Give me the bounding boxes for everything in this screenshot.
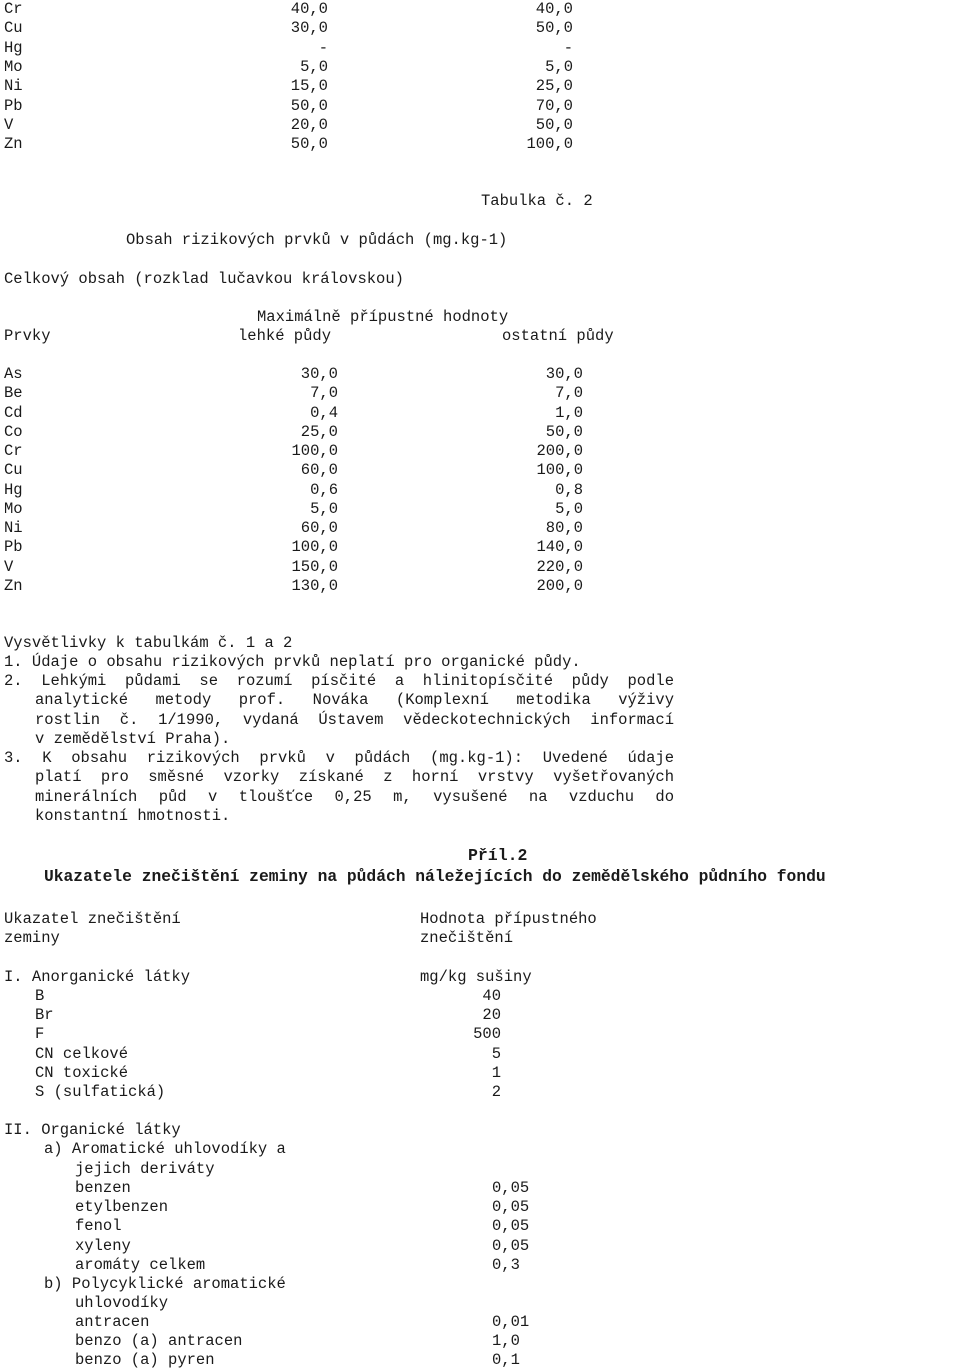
section-inorganic: I. Anorganické látky	[4, 968, 191, 986]
indicator-value: 0,1	[492, 1351, 520, 1370]
table-cell-value-other: 70,0	[535, 96, 573, 115]
table2-label: Tabulka č. 2	[481, 192, 593, 210]
table-cell-element: V	[4, 115, 14, 134]
table-cell-value-light: 50,0	[290, 135, 328, 154]
table-cell-value-light: 7,0	[310, 384, 338, 403]
note-1: 1. Údaje o obsahu rizikových prvků neplatí pro organické půdy.	[4, 653, 581, 671]
table-cell-value-other: 80,0	[545, 519, 583, 537]
table-cell-value-light: 0,6	[310, 480, 338, 499]
indicator-value: 40	[482, 987, 501, 1005]
table-cell-value-other: 220,0	[536, 557, 583, 576]
table-cell-element: Mo	[4, 499, 23, 518]
annex-col2-line1: Hodnota přípustného	[420, 910, 597, 928]
note-3-line-3: minerálních půd v tloušťce 0,25 m, vysušené na vzduchu do	[35, 788, 674, 806]
table-cell-element: V	[4, 557, 14, 576]
table-cell-value-other: 50,0	[535, 115, 573, 134]
table-cell-value-other: 140,0	[536, 538, 583, 557]
table-cell-element: Hg	[4, 480, 23, 499]
table-cell-element: Zn	[4, 135, 23, 154]
note-2-line-3: rostlin č. 1/1990, vydaná Ústavem vědeckotechnických informací	[35, 711, 674, 729]
indicator-value: 0,05	[492, 1217, 530, 1236]
annex-col1-line1: Ukazatel znečištění	[4, 910, 181, 928]
table-cell-value-light: 100,0	[291, 442, 338, 460]
indicator-value: 1	[491, 1063, 501, 1082]
table-cell-value-other: 5,0	[545, 57, 573, 76]
table-cell-value-other: 200,0	[536, 442, 583, 460]
indicator-name: S (sulfatická)	[35, 1083, 166, 1101]
subsection-a-line2: jejich deriváty	[75, 1160, 215, 1178]
indicator-value: 0,05	[492, 1236, 530, 1255]
table-cell-value-light: 5,0	[310, 499, 338, 518]
subsection-b-line1: b) Polycyklické aromatické	[44, 1275, 286, 1293]
table-cell-value-light: 60,0	[300, 461, 338, 480]
notes-heading: Vysvětlivky k tabulkám č. 1 a 2	[4, 634, 293, 652]
table-cell-element: Pb	[4, 96, 23, 115]
table-cell-value-other: 1,0	[555, 403, 583, 422]
table-cell-element: Cr	[4, 0, 23, 18]
indicator-value: 5	[491, 1044, 501, 1063]
note-3-first-line: 3. K obsahu rizikových prvků v půdách (mg.kg-1): Uvedené údaje	[4, 749, 674, 767]
table-cell-value-light: 40,0	[290, 0, 328, 18]
table2-col-element: Prvky	[4, 327, 51, 345]
table-cell-value-light: 15,0	[290, 77, 328, 96]
indicator-name: xyleny	[75, 1236, 131, 1255]
table-cell-value-other: 50,0	[535, 19, 573, 38]
table-cell-value-other: 7,0	[555, 384, 583, 403]
indicator-value: 500	[473, 1025, 501, 1044]
note-2-line-2: analytické metody prof. Nováka (Komplexní metodika výživy	[35, 691, 674, 709]
table-cell-value-other: 40,0	[535, 0, 573, 18]
table-cell-value-light: 0,4	[310, 403, 338, 422]
table-cell-element: Pb	[4, 538, 23, 557]
table2-subtitle: Celkový obsah (rozklad lučavkou královskou)	[4, 270, 404, 288]
table-cell-element: Mo	[4, 57, 23, 76]
table-cell-value-light: 30,0	[300, 365, 338, 383]
indicator-value: 0,05	[492, 1179, 530, 1197]
note-3-last-line: konstantní hmotnosti.	[35, 807, 231, 825]
indicator-name: B	[35, 987, 45, 1005]
section-organic: II. Organické látky	[4, 1121, 181, 1139]
indicator-value: 0,05	[492, 1198, 530, 1217]
indicator-value: 0,01	[492, 1313, 530, 1331]
table-cell-element: Zn	[4, 576, 23, 595]
indicator-value: 1,0	[492, 1332, 520, 1351]
note-2-last-line: v zemědělství Praha).	[35, 730, 231, 748]
note-3-line-2: platí pro směsné vzorky získané z horní vrstvy vyšetřovaných	[35, 768, 674, 786]
table-cell-value-other: 200,0	[536, 576, 583, 595]
table-cell-value-light: 50,0	[290, 96, 328, 115]
indicator-name: aromáty celkem	[75, 1255, 206, 1274]
table-cell-element: Cd	[4, 403, 23, 422]
table-cell-value-other: 0,8	[555, 480, 583, 499]
table-cell-value-other: -	[563, 38, 573, 57]
indicator-name: Br	[35, 1006, 54, 1025]
annex-col2-line2: znečištění	[420, 929, 514, 947]
table-cell-value-other: 5,0	[555, 499, 583, 518]
indicator-name: fenol	[75, 1217, 122, 1236]
table-cell-value-light: -	[318, 38, 328, 57]
table-cell-value-light: 20,0	[290, 115, 328, 134]
table-cell-element: Cu	[4, 461, 23, 480]
indicator-name: CN toxické	[35, 1063, 129, 1082]
indicator-name: benzo (a) pyren	[75, 1351, 215, 1370]
table-cell-value-other: 25,0	[535, 77, 573, 96]
table-cell-value-other: 100,0	[526, 135, 573, 154]
table-cell-value-other: 30,0	[545, 365, 583, 383]
indicator-name: benzen	[75, 1179, 131, 1197]
table2-title: Obsah rizikových prvků v půdách (mg.kg-1)	[126, 231, 508, 249]
table-cell-value-other: 100,0	[536, 461, 583, 480]
table-cell-element: Ni	[4, 519, 23, 537]
annex-label: Příl.2	[468, 846, 528, 865]
indicator-name: CN celkové	[35, 1044, 129, 1063]
note-2-first-line: 2. Lehkými půdami se rozumí písčité a hlinitopísčité půdy podle	[4, 672, 674, 690]
table-cell-value-light: 30,0	[290, 19, 328, 38]
indicator-name: etylbenzen	[75, 1198, 169, 1217]
table-cell-value-light: 130,0	[291, 576, 338, 595]
table-cell-element: Ni	[4, 77, 23, 96]
table-cell-element: As	[4, 365, 23, 383]
table2-col-light-soils: lehké půdy	[238, 327, 332, 345]
indicator-value: 2	[491, 1083, 501, 1101]
table-cell-element: Hg	[4, 38, 23, 57]
table-cell-element: Cr	[4, 442, 23, 460]
indicator-value: 0,3	[492, 1255, 520, 1274]
table2-header-group: Maximálně přípustné hodnoty	[257, 308, 509, 326]
indicator-name: benzo (a) antracen	[75, 1332, 243, 1351]
table-cell-value-other: 50,0	[545, 422, 583, 441]
subsection-b-line2: uhlovodíky	[75, 1294, 169, 1312]
table-cell-element: Cu	[4, 19, 23, 38]
table-cell-value-light: 60,0	[300, 519, 338, 537]
annex-title: Ukazatele znečištění zeminy na půdách náležejících do zemědělského půdního fondu	[44, 867, 826, 886]
indicator-name: antracen	[75, 1313, 150, 1331]
table-cell-value-light: 25,0	[300, 422, 338, 441]
table-cell-element: Be	[4, 384, 23, 403]
table-cell-value-light: 5,0	[300, 57, 328, 76]
annex-col1-line2: zeminy	[4, 929, 60, 947]
table2-col-other-soils: ostatní půdy	[502, 327, 614, 345]
table-cell-element: Co	[4, 422, 23, 441]
indicator-value: 20	[482, 1006, 501, 1025]
table-cell-value-light: 150,0	[291, 557, 338, 576]
unit-label: mg/kg sušiny	[420, 968, 532, 986]
subsection-a-line1: a) Aromatické uhlovodíky a	[44, 1140, 286, 1158]
table-cell-value-light: 100,0	[291, 538, 338, 557]
indicator-name: F	[35, 1025, 45, 1044]
